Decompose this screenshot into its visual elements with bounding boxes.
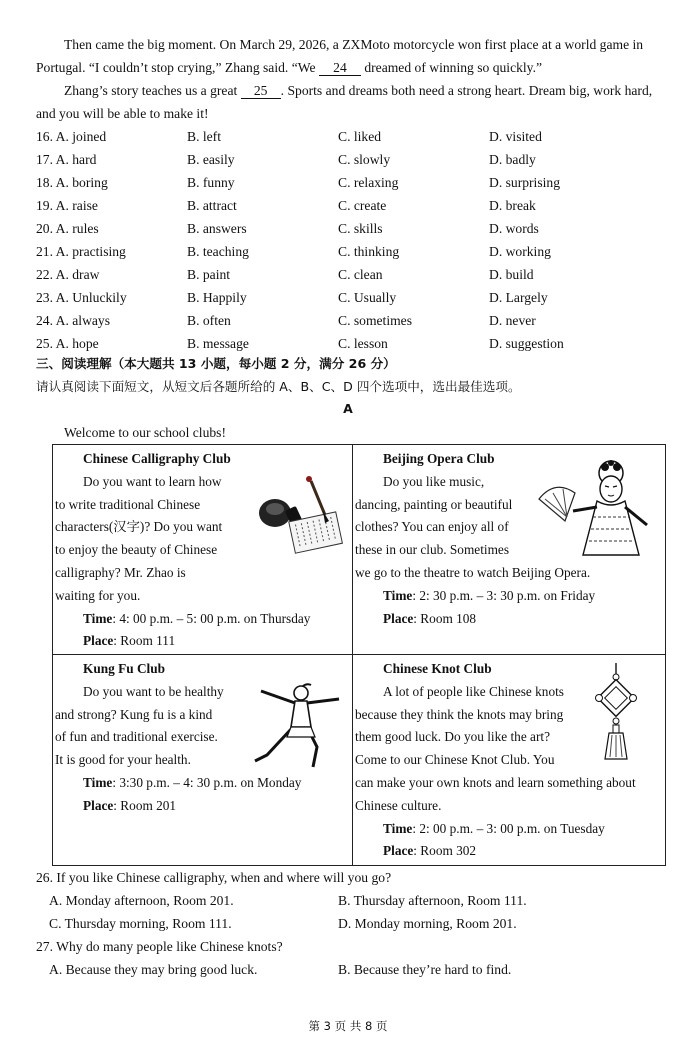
part-label: A [343,401,353,416]
option-row [36,309,676,332]
passage-line: Then came the big moment. On March 29, 2026, a ZXMoto motorcycle won first place at a world game in [64,37,644,52]
option-c: C. skills [338,221,383,236]
option-a: 23. A. Unluckily [36,290,127,305]
passage-paragraph-1 [36,33,682,79]
option-a: 24. A. always [36,313,111,328]
option-b: B. answers [187,221,247,236]
club-text-line: It is good for your health. [55,752,191,768]
option-d: D. Monday morning, Room 201. [338,916,517,931]
club-text-line: Do you want to learn how [83,473,222,489]
calligraphy-brush-icon [253,475,349,555]
club-text-line: Do you like music, [383,473,485,489]
option-d: D. suggestion [489,336,564,351]
option-row [36,194,676,217]
club-title: Kung Fu Club [83,661,166,676]
option-row [36,217,676,240]
club-text-line: Come to our Chinese Knot Club. You [355,752,555,768]
option-a: 16. A. joined [36,129,107,144]
passage-line: and you will be able to make it! [36,106,209,121]
club-time: Time: 2: 00 p.m. – 3: 00 p.m. on Tuesday [383,820,605,836]
club-text-line: dancing, painting or beautiful [355,496,513,512]
chinese-knot-icon [591,663,641,763]
opera-performer-icon [535,459,659,561]
option-b: B. Thursday afternoon, Room 111. [338,893,527,908]
option-d: D. Largely [489,290,548,305]
club-text-line: because they think the knots may bring [355,706,564,722]
club-text-line: calligraphy? Mr. Zhao is [55,564,186,580]
option-d: D. visited [489,129,542,144]
club-time: Time: 3:30 p.m. – 4: 30 p.m. on Monday [83,774,302,790]
option-b: B. teaching [187,244,249,259]
question-27-options-row1 [36,958,676,981]
question-26-options-row1 [36,889,676,912]
option-a: A. Monday afternoon, Room 201. [49,893,234,908]
option-a: 22. A. draw [36,267,100,282]
club-title: Chinese Calligraphy Club [83,451,231,466]
option-b: B. easily [187,152,235,167]
option-d: D. never [489,313,536,328]
passage-line: Zhang’s story teaches us a great 25 . Sports and dreams both need a strong heart. Dream big, work hard, [64,83,653,98]
option-c: C. thinking [338,244,400,259]
option-b: B. Happily [187,290,247,305]
option-d: D. break [489,198,536,213]
clubs-welcome: Welcome to our school clubs! [64,425,226,440]
option-c: C. create [338,198,387,213]
option-d: D. build [489,267,534,282]
option-c: C. slowly [338,152,391,167]
option-b: B. paint [187,267,231,282]
club-text-line: we go to the theatre to watch Beijing Opera. [355,564,591,580]
blank-24: 24 [319,60,361,76]
option-c: C. lesson [338,336,388,351]
club-text-line: Chinese culture. [355,797,442,813]
option-a: A. Because they may bring good luck. [49,962,258,977]
option-c: C. liked [338,129,382,144]
club-text-line: A lot of people like Chinese knots [383,683,564,699]
club-text-line: characters(汉字)? Do you want [55,519,223,535]
option-a: 18. A. boring [36,175,108,190]
question-27-stem: 27. Why do many people like Chinese knots? [36,939,283,954]
passage-paragraph-2 [36,79,682,125]
club-place: Place: Room 302 [383,843,477,859]
club-time: Time: 4: 00 p.m. – 5: 00 p.m. on Thursday [83,610,311,626]
club-place: Place: Room 111 [83,633,176,649]
kungfu-figure-icon [247,681,347,771]
club-time: Time: 2: 30 p.m. – 3: 30 p.m. on Friday [383,587,596,603]
option-a: 25. A. hope [36,336,99,351]
club-text-line: to enjoy the beauty of Chinese [55,542,218,558]
club-text-line: them good luck. Do you like the art? [355,729,550,745]
option-row [36,148,676,171]
option-a: 21. A. practising [36,244,126,259]
option-c: C. Thursday morning, Room 111. [49,916,232,931]
club-place: Place: Room 108 [383,610,477,626]
club-text-line: and strong? Kung fu is a kind [55,706,213,722]
option-d: D. badly [489,152,536,167]
option-b: B. funny [187,175,235,190]
option-b: B. attract [187,198,237,213]
clubs-table [52,444,666,866]
option-row [36,240,676,263]
club-place: Place: Room 201 [83,797,177,813]
club-text-line: of fun and traditional exercise. [55,729,218,745]
club-text-line: Do you want to be healthy [83,683,224,699]
blank-25: 25 [241,83,281,99]
option-d: D. words [489,221,539,236]
option-d: D. surprising [489,175,560,190]
option-a: 17. A. hard [36,152,97,167]
option-c: C. relaxing [338,175,399,190]
option-b: B. left [187,129,221,144]
option-b: B. message [187,336,249,351]
section-instruction: 请认真阅读下面短文，从短文后各题所给的 A、B、C、D 四个选项中，选出最佳选项。 [36,379,521,394]
option-row [36,332,676,355]
page-footer: 第 3 页 共 8 页 [308,1019,388,1033]
club-title: Beijing Opera Club [383,451,495,466]
option-row [36,171,676,194]
passage-line: Portugal. “I couldn’t stop crying,” Zhang said. “We 24 dreamed of winning so quickly.” [36,60,543,75]
option-row [36,286,676,309]
option-c: C. Usually [338,290,397,305]
question-26-options-row2 [36,912,676,935]
option-b: B. often [187,313,231,328]
section-heading: 三、阅读理解（本大题共 13 小题，每小题 2 分，满分 26 分） [36,356,396,371]
club-text-line: to write traditional Chinese [55,496,201,512]
table-divider [352,445,353,865]
club-title: Chinese Knot Club [383,661,492,676]
option-row [36,125,676,148]
option-c: C. sometimes [338,313,413,328]
option-a: 19. A. raise [36,198,98,213]
table-divider [53,654,665,655]
option-b: B. Because they’re hard to find. [338,962,512,977]
club-text-line: these in our club. Sometimes [355,542,509,558]
option-row [36,263,676,286]
option-d: D. working [489,244,551,259]
question-26-stem: 26. If you like Chinese calligraphy, when and where will you go? [36,870,392,885]
club-text-line: clothes? You can enjoy all of [355,519,509,535]
club-text-line: waiting for you. [55,587,141,603]
option-c: C. clean [338,267,383,282]
club-text-line: can make your own knots and learn something about [355,774,636,790]
option-a: 20. A. rules [36,221,99,236]
